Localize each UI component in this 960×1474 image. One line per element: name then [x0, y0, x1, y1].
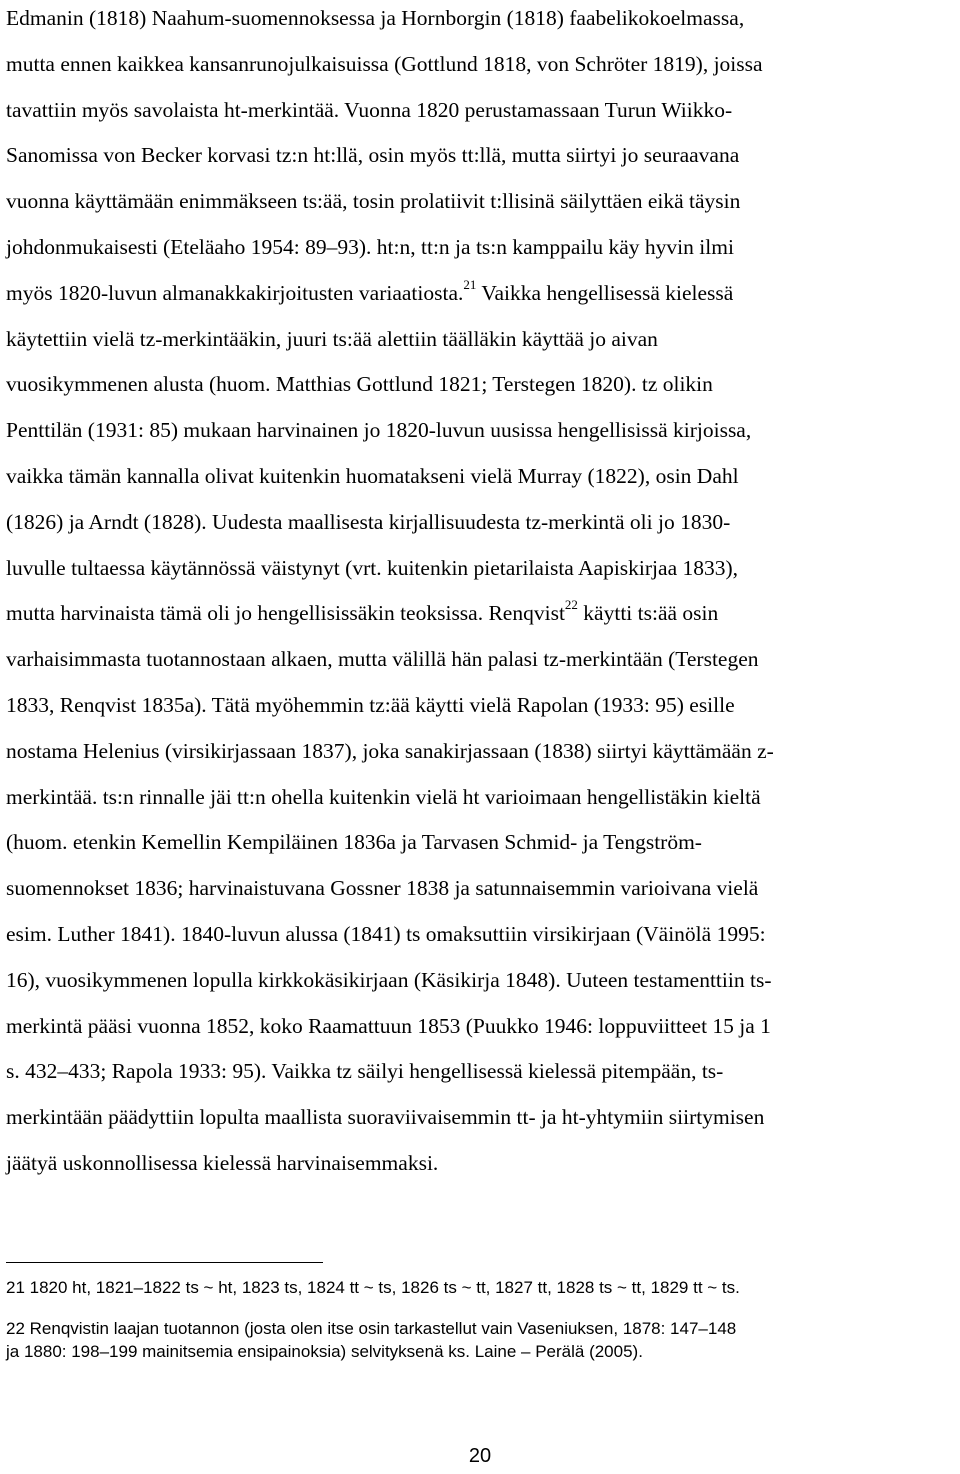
text-line: merkintää. ts:n rinnalle jäi tt:n ohella kuitenkin vielä ht varioimaan hengellistäkin kieltä	[6, 784, 761, 809]
text-line: luvulle tultaessa käytännössä väistynyt (vrt. kuitenkin pietarilaista Aapiskirjaa 1833),	[6, 555, 739, 580]
text-line: merkintä pääsi vuonna 1852, koko Raamattuun 1853 (Puukko 1946: loppuviitteet 15 ja 1	[6, 1013, 771, 1038]
text-line	[6, 271, 954, 317]
footnote-ref-21: 21	[463, 276, 477, 292]
text-line-segment: mutta harvinaista tämä oli jo hengellisissäkin teoksissa. Renqvist	[6, 601, 565, 626]
text-line: (1826) ja Arndt (1828). Uudesta maallisesta kirjallisuudesta tz-merkintä oli jo 1830-	[6, 509, 731, 534]
text-line: suomennokset 1836; harvinaistuvana Gossner 1838 ja satunnaisemmin varioivana vielä	[6, 876, 759, 901]
text-line: vuonna käyttämään enimmäkseen ts:ää, tosin prolatiivit t:llisinä säilyttäen eikä täysin	[6, 189, 741, 214]
text-line: nostama Helenius (virsikirjassaan 1837), joka sanakirjassaan (1838) siirtyi käyttämään z-	[6, 738, 774, 763]
page-number: 20	[468, 1445, 492, 1467]
text-line-segment: Vaikka hengellisessä kielessä	[476, 280, 734, 305]
text-line: 16), vuosikymmenen lopulla kirkkokäsikirjaan (Käsikirja 1848). Uuteen testamenttiin ts-	[6, 967, 772, 992]
text-line: johdonmukaisesti (Eteläaho 1954: 89–93). ht:n, tt:n ja ts:n kamppailu käy hyvin ilmi	[6, 234, 734, 259]
text-line: mutta ennen kaikkea kansanrunojulkaisuissa (Gottlund 1818, von Schröter 1819), joissa	[6, 51, 763, 76]
text-line: käytettiin vielä tz-merkintääkin, juuri ts:ää alettiin täälläkin käyttää jo aivan	[6, 326, 658, 351]
text-line: varhaisimmasta tuotannostaan alkaen, mutta välillä hän palasi tz-merkintään (Terstegen	[6, 647, 759, 672]
footnote-22-continued: ja 1880: 198–199 mainitsemia ensipainoksia) selvityksenä ks. Laine – Perälä (2005).	[6, 1342, 643, 1361]
text-line: 1833, Renqvist 1835a). Tätä myöhemmin tz:ää käytti vielä Rapolan (1933: 95) esille	[6, 692, 735, 717]
body-paragraph	[6, 0, 954, 1187]
footnote-separator	[6, 1262, 323, 1263]
text-line: Sanomissa von Becker korvasi tz:n ht:llä, osin myös tt:llä, mutta siirtyi jo seuraavana	[6, 143, 740, 168]
text-line	[6, 591, 954, 637]
footnotes	[6, 1276, 956, 1363]
text-line: jäätyä uskonnollisessa kielessä harvinaisemmaksi.	[6, 1150, 439, 1175]
text-line: Penttilän (1931: 85) mukaan harvinainen jo 1820-luvun uusissa hengellisissä kirjoissa,	[6, 418, 752, 443]
text-line: vaikka tämän kannalla olivat kuitenkin huomatakseni vielä Murray (1822), osin Dahl	[6, 463, 739, 488]
text-line: merkintään päädyttiin lopulta maallista suoraviivaisemmin tt- ja ht-yhtymiin siirtymisen	[6, 1105, 765, 1130]
text-line: tavattiin myös savolaista ht-merkintää. Vuonna 1820 perustamassaan Turun Wiikko-	[6, 97, 733, 122]
text-line-segment: myös 1820-luvun almanakkakirjoitusten variaatiosta.	[6, 280, 464, 305]
text-line: s. 432–433; Rapola 1933: 95). Vaikka tz säilyi hengellisessä kielessä pitempään, ts-	[6, 1059, 724, 1084]
text-line: esim. Luther 1841). 1840-luvun alussa (1841) ts omaksuttiin virsikirjaan (Väinölä 1995:	[6, 921, 766, 946]
text-line: (huom. etenkin Kemellin Kempiläinen 1836a ja Tarvasen Schmid- ja Tengström-	[6, 830, 702, 855]
text-line: Edmanin (1818) Naahum-suomennoksessa ja Hornborgin (1818) faabelikokoelmassa,	[6, 6, 745, 30]
footnote-ref-22: 22	[564, 597, 578, 613]
footnote-21: 21 1820 ht, 1821–1822 ts ~ ht, 1823 ts, 1824 tt ~ ts, 1826 ts ~ tt, 1827 tt, 1828 ts ~ tt, 1829 tt ~ ts.	[6, 1278, 740, 1297]
footnote-22: 22 Renqvistin laajan tuotannon (josta olen itse osin tarkastellut vain Vaseniuksen, 1878: 147–148	[6, 1319, 737, 1338]
text-line-segment: käytti ts:ää osin	[577, 601, 719, 626]
text-line: vuosikymmenen alusta (huom. Matthias Gottlund 1821; Terstegen 1820). tz olikin	[6, 372, 713, 397]
